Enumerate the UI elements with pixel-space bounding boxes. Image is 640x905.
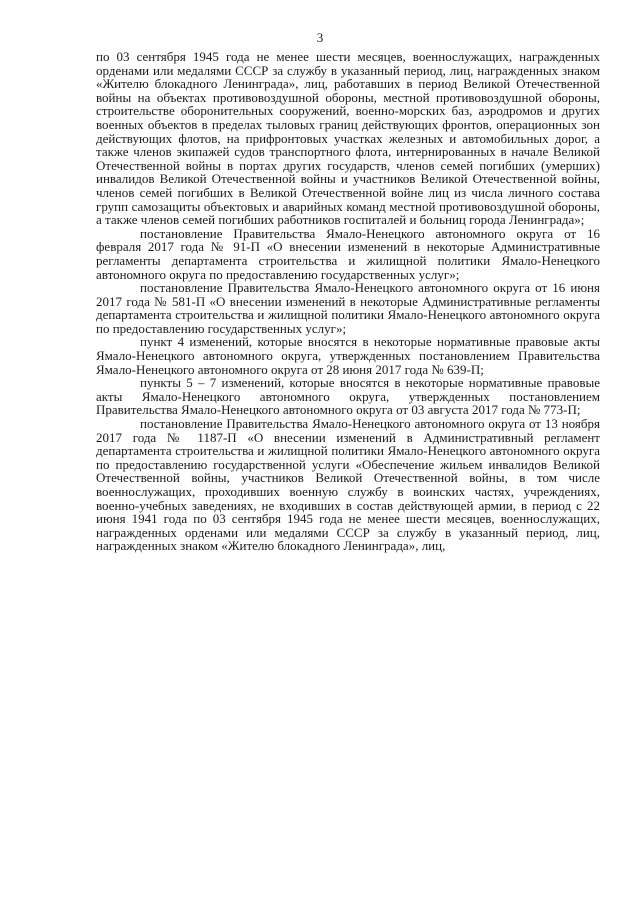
page-number: 3 [316,30,324,45]
paragraph-resolution-91-p: постановление Правительства Ямало-Ненецкого автономного округа от 16 февраля 2017 года № 91-П «О внесении изменений в некоторые Административные регламенты департамента строительства и жилищной политики Ямало-Ненецкого автономного округа по предоставлению государственных услуг»; [96,225,600,282]
document-body [96,50,600,553]
paragraph-items-5-7-773-p: пункты 5 – 7 изменений, которые вносятся в некоторые нормативные правовые акты Ямало-Ненецкого автономного округа, утвержденных постановлением Правительства Ямало-Ненецкого автономного округа от 03 августа 2017 года № 773-П; [96,375,600,418]
paragraph-resolution-1187-p: постановление Правительства Ямало-Ненецкого автономного округа от 13 ноября 2017 года № 1187-П «О внесении изменений в Административный регламент департамента строительства и жилищной политики Ямало-Ненецкого автономного округа по предоставлению государственной услуги «Обеспечение жильем инвалидов Великой Отечественной войны, участников Великой Отечественной войны, в том числе военнослужащих, проходивших военную службу в воинских частях, учреждениях, военно-учебных заведениях, не входивших в состав действующей армии, в период с 22 июня 1941 года по 03 сентября 1945 года не менее шести месяцев, военнослужащих, награжденных орденами или медалями СССР за службу в указанный период, лиц, награжденных знаком «Жителю блокадного Ленинграда», лиц, [96,416,600,554]
paragraph-item-4-639-p: пункт 4 изменений, которые вносятся в некоторые нормативные правовые акты Ямало-Ненецкого автономного округа, утвержденных постановлением Правительства Ямало-Ненецкого автономного округа от 28 июня 2017 года № 639-П; [96,334,600,377]
paragraph-continuation: по 03 сентября 1945 года не менее шести месяцев, военнослужащих, награжденных орденами или медалями СССР за службу в указанный период, лиц, награжденных знаком «Жителю блокадного Ленинграда», лиц, работавших в период Великой Отечественной войны на объектах противовоздушной обороны, местной противовоздушной обороны, строительстве оборонительных сооружений, военно-морских баз, аэродромов и других военных объектов в пределах тыловых границ действующих фронтов, операционных зон действующих флотов, на прифронтовых участках железных и автомобильных дорог, а также членов экипажей судов транспортного флота, интернированных в начале Великой Отечественной войны в портах других государств, членов семей погибших (умерших) инвалидов Великой Отечественной войны и участников Великой Отечественной войны, членов семей погибших в Великой Отечественной войне лиц из числа личного состава групп самозащиты объектовых и аварийных команд местной противовоздушной обороны, а также членов семей погибших работников госпиталей и больниц города Ленинграда»; [96,49,600,228]
paragraph-resolution-581-p: постановление Правительства Ямало-Ненецкого автономного округа от 16 июня 2017 года № 581-П «О внесении изменений в некоторые Административные регламенты департамента строительства и жилищной политики Ямало-Ненецкого автономного округа по предоставлению государственных услуг»; [96,280,600,336]
